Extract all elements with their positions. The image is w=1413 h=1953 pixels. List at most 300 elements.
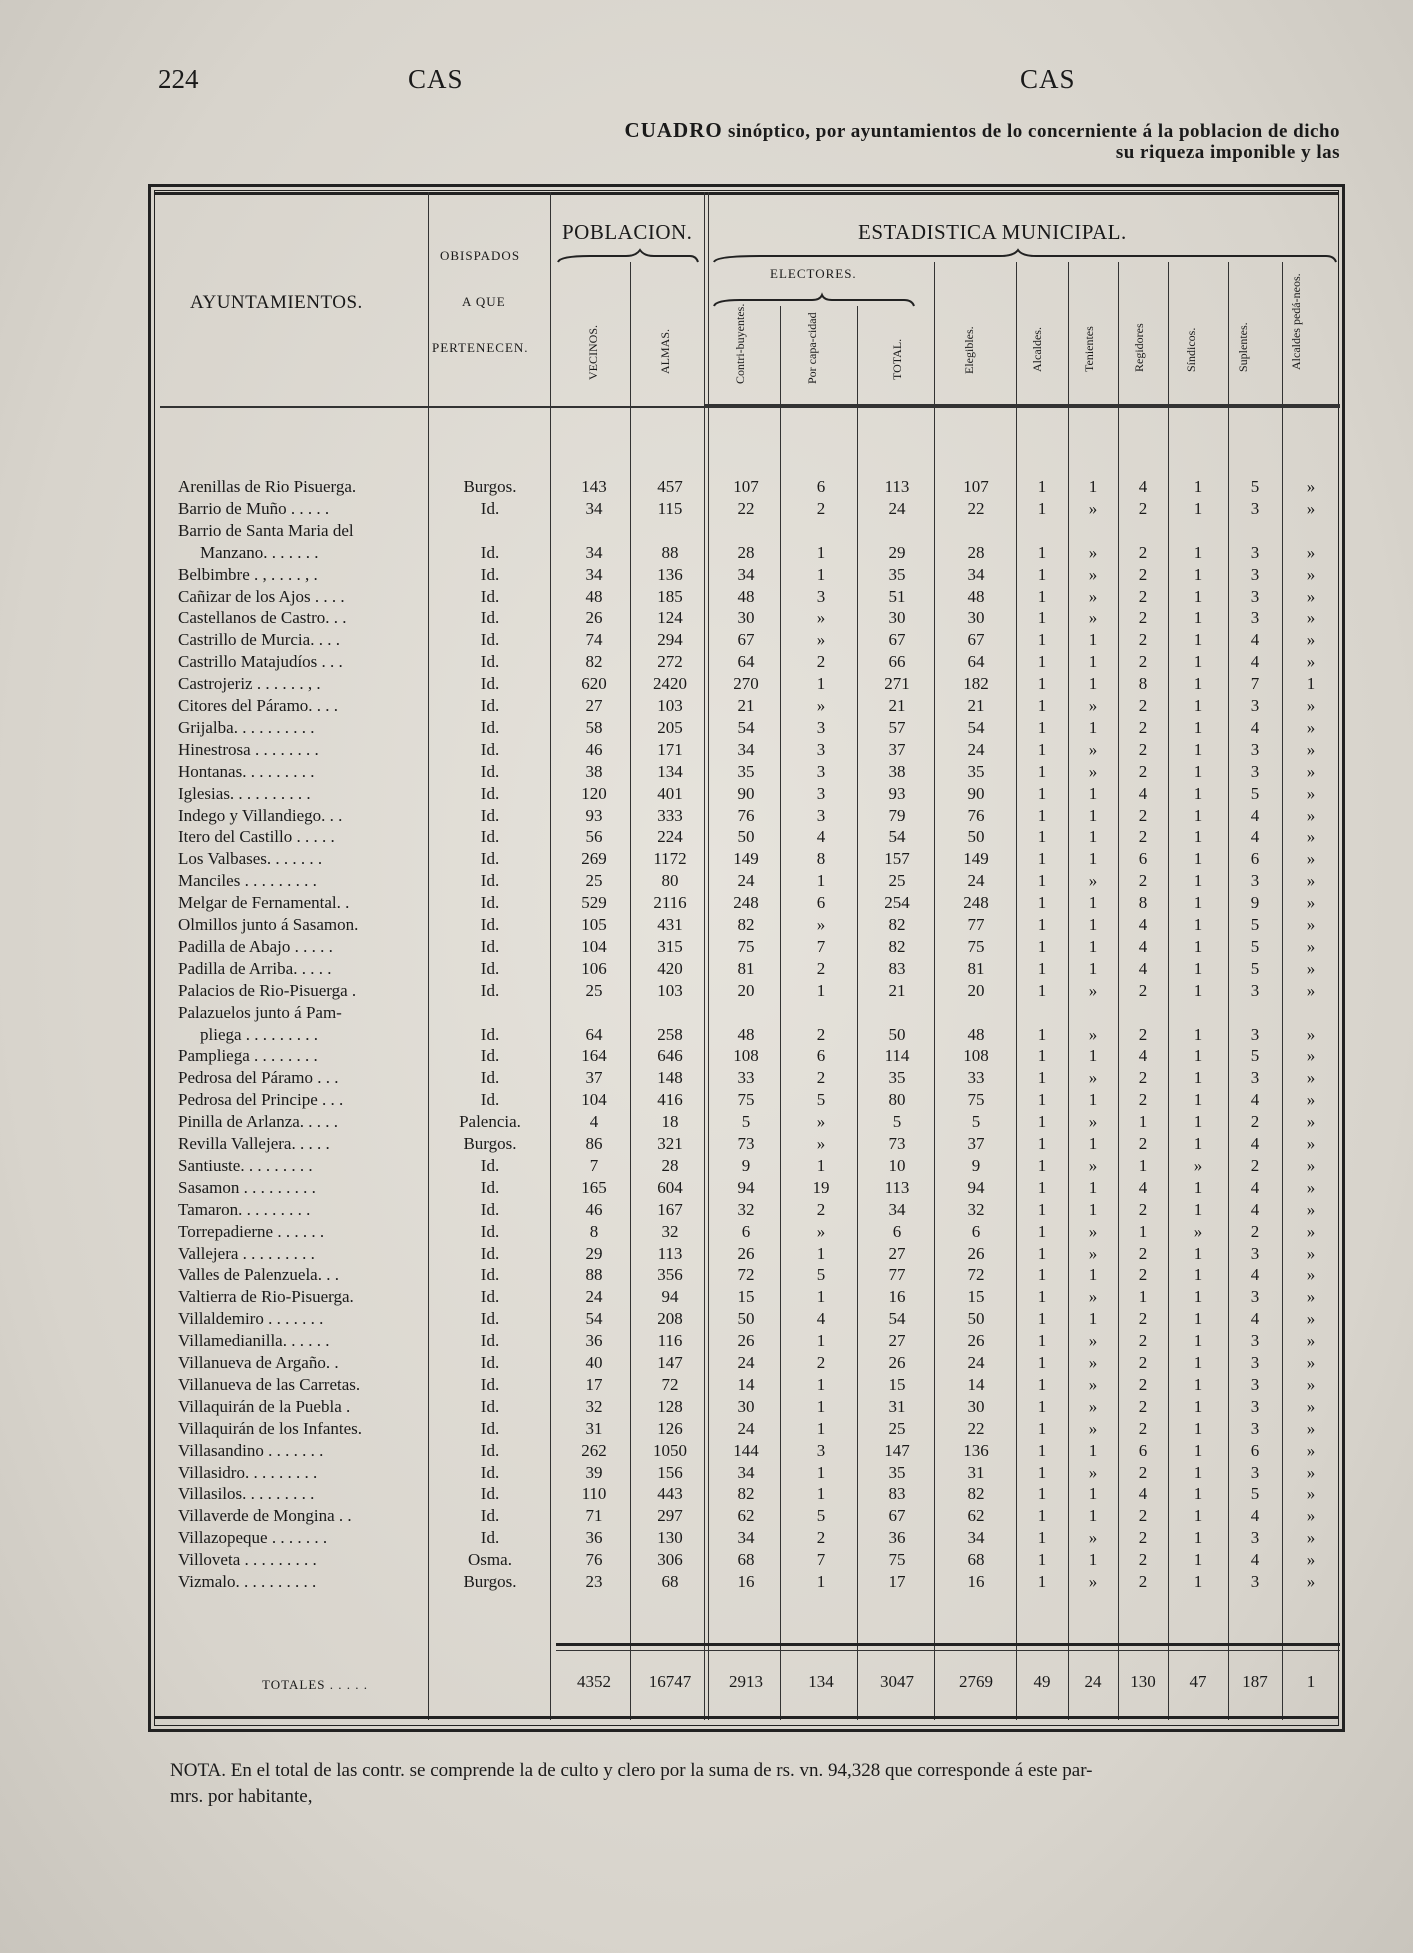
cell-elegibles: 54 [967,717,985,737]
cell-por-capacidad: 6 [816,1046,826,1066]
cell-total: 67 [888,1506,906,1526]
cell-por-capacidad: 3 [816,739,826,759]
cell-suplentes: 3 [1250,586,1260,606]
ayuntamiento-name: Padilla de Arriba. . . . . [178,958,332,978]
totals-top-rule-2 [556,1650,1340,1651]
ayuntamiento-name: Villaverde de Mongina . . [178,1506,352,1526]
cell-alcaldes: 1 [1037,1440,1047,1460]
cell-tenientes: 1 [1088,1440,1098,1460]
cell-sindicos: 1 [1193,980,1203,1000]
cell-alcaldes-pedaneos: » [1306,1506,1316,1526]
cell-elegibles: 77 [967,915,985,934]
cell-contribuyentes: 15 [737,1287,755,1307]
obispado: Id. [480,849,500,869]
cell-vecinos: 36 [585,1528,603,1548]
cell-total: 17 [888,1572,906,1591]
header-almas: ALMAS. [658,328,672,374]
cell-regidores: 2 [1138,1134,1148,1153]
cell-tenientes: » [1088,1572,1098,1591]
cell-elegibles: 136 [963,1440,989,1460]
cell-regidores: 2 [1138,1418,1148,1438]
cell-alcaldes: 1 [1037,1155,1047,1175]
table-row [160,1463,1340,1485]
cell-contribuyentes: 26 [737,1331,755,1351]
cell-alcaldes-pedaneos: » [1306,1440,1316,1460]
cell-alcaldes-pedaneos: » [1306,1024,1316,1044]
cell-vecinos: 27 [585,696,603,715]
cell-por-capacidad: 1 [816,1396,826,1416]
cell-por-capacidad: » [816,630,826,650]
cell-elegibles: 48 [967,586,985,606]
cell-regidores: 2 [1138,1331,1148,1351]
cell-regidores: 2 [1138,717,1148,737]
cell-tenientes: 1 [1088,1090,1098,1110]
cell-alcaldes: 1 [1037,1506,1047,1526]
cell-sindicos: 1 [1193,1396,1203,1416]
cell-vecinos: 40 [585,1353,603,1372]
cell-alcaldes-pedaneos: » [1306,564,1316,584]
cell-alcaldes: 1 [1037,1572,1047,1591]
cell-total: 21 [888,696,906,715]
cell-contribuyentes: 16 [737,1572,755,1591]
cell-contribuyentes: 270 [733,674,759,694]
cell-alcaldes: 1 [1037,871,1047,891]
cell-sindicos: 1 [1193,542,1203,562]
cell-regidores: 2 [1138,564,1148,584]
ayuntamiento-name: Vizmalo. . . . . . . . . . [178,1572,317,1591]
cell-vecinos: 106 [581,958,607,978]
cell-total: 31 [888,1396,906,1416]
cell-almas: 416 [657,1090,683,1110]
cell-almas: 167 [657,1199,683,1219]
cell-total: 27 [888,1331,906,1351]
cell-almas: 94 [661,1287,679,1307]
cell-vecinos: 7 [589,1155,599,1175]
cell-alcaldes: 1 [1037,1265,1047,1285]
cell-elegibles: 31 [967,1462,985,1482]
cell-por-capacidad: 6 [816,893,826,913]
cell-suplentes: 5 [1250,915,1260,934]
obispado: Id. [480,1484,500,1504]
table-row [160,1550,1340,1572]
ayuntamiento-name: Villoveta . . . . . . . . . [178,1550,317,1570]
table-row [160,981,1340,1003]
cell-alcaldes: 1 [1037,915,1047,934]
title-rest: sinóptico, por ayuntamientos de lo concerniente á la poblacion de dicho [722,121,1340,142]
cell-tenientes: » [1088,1396,1098,1416]
cell-almas: 32 [661,1221,679,1241]
table-row [160,784,1340,806]
table-row [160,1200,1340,1222]
cell-alcaldes-pedaneos: » [1306,1177,1316,1197]
ayuntamiento-name: Indego y Villandiego. . . [178,805,343,825]
cell-regidores: 2 [1138,1090,1148,1110]
cell-por-capacidad: 3 [816,761,826,781]
cell-suplentes: 3 [1250,1396,1260,1416]
cell-por-capacidad: 1 [816,980,826,1000]
ayuntamiento-name: Pinilla de Arlanza. . . . . [178,1112,339,1132]
cell-almas: 294 [657,630,683,650]
cell-alcaldes: 1 [1037,1396,1047,1416]
cell-almas: 128 [657,1396,683,1416]
cell-alcaldes-pedaneos: » [1306,1090,1316,1110]
header-regidores: Regidores [1132,323,1146,372]
cell-total: 83 [888,958,906,978]
cell-suplentes: 3 [1250,980,1260,1000]
cell-suplentes: 4 [1250,630,1260,650]
cell-elegibles: 149 [963,849,989,869]
cell-regidores: 2 [1138,1309,1148,1329]
table-row [160,718,1340,740]
cell-tenientes: » [1088,564,1098,584]
obispado: Id. [480,1506,500,1526]
cell-sindicos: 1 [1193,564,1203,584]
ayuntamiento-name: Pampliega . . . . . . . . [178,1046,318,1066]
ayuntamiento-name: Torrepadierne . . . . . . [178,1221,325,1241]
ayuntamiento-name: Los Valbases. . . . . . . [178,849,323,869]
cell-alcaldes-pedaneos: » [1306,1287,1316,1307]
cell-por-capacidad: 2 [816,1068,826,1088]
cell-contribuyentes: 20 [737,980,755,1000]
cell-almas: 306 [657,1550,683,1570]
cell-tenientes: » [1088,1287,1098,1307]
cell-vecinos: 24 [585,1287,603,1307]
cell-por-capacidad: 1 [816,1331,826,1351]
cell-alcaldes-pedaneos: » [1306,1112,1316,1132]
cell-elegibles: 68 [967,1550,985,1570]
obispado: Id. [480,827,500,847]
header-elegibles: Elegibles. [962,326,976,374]
cell-por-capacidad: 1 [816,1462,826,1482]
table-row [160,1528,1340,1550]
cell-vecinos: 82 [585,652,603,672]
cell-por-capacidad: 3 [816,1440,826,1460]
ayuntamiento-name: Villaquirán de los Infantes. [178,1418,363,1438]
cell-alcaldes-pedaneos: » [1306,893,1316,913]
obispado: Palencia. [459,1112,521,1132]
cell-total: 73 [888,1134,906,1153]
table-row [160,608,1340,630]
table-row [160,630,1340,652]
cell-alcaldes: 1 [1037,717,1047,737]
cell-vecinos: 46 [585,1199,603,1219]
cell-almas: 103 [657,980,683,1000]
cell-total: 57 [888,717,906,737]
cell-tenientes: 1 [1088,1177,1098,1197]
cell-alcaldes-pedaneos: » [1306,1418,1316,1438]
ayuntamiento-name: Villasandino . . . . . . . [178,1440,324,1460]
ayuntamiento-name: Iglesias. . . . . . . . . . [178,783,311,803]
header-alcaldes: Alcaldes. [1030,327,1044,372]
ayuntamiento-name: Hinestrosa . . . . . . . . [178,739,319,759]
cell-tenientes: 1 [1088,1550,1098,1570]
cell-total: 25 [888,871,906,891]
cell-tenientes: 1 [1088,477,1098,496]
ayuntamiento-name: Castrillo de Murcia. . . . [178,630,340,650]
cell-alcaldes-pedaneos: » [1306,586,1316,606]
cell-alcaldes: 1 [1037,564,1047,584]
cell-suplentes: 9 [1250,893,1260,913]
table-row [160,871,1340,893]
cell-total: 82 [888,936,906,956]
cell-suplentes: 3 [1250,498,1260,518]
header-suplentes: Suplentes. [1236,322,1250,372]
cell-total: 83 [888,1484,906,1504]
cell-regidores: 4 [1138,477,1148,496]
ayuntamiento-name: Manciles . . . . . . . . . [178,871,317,891]
cell-suplentes: 2 [1250,1112,1260,1132]
cell-tenientes: 1 [1088,893,1098,913]
obispado: Id. [480,958,500,978]
footnote [170,1758,1350,1810]
cell-por-capacidad: 2 [816,498,826,518]
obispado: Id. [480,674,500,694]
cell-almas: 420 [657,958,683,978]
cell-por-capacidad: 6 [816,477,826,496]
obispado: Id. [480,1177,500,1197]
cell-almas: 1050 [653,1440,687,1460]
cell-vecinos: 269 [581,849,607,869]
cell-almas: 315 [657,936,683,956]
cell-elegibles: 50 [967,1309,985,1329]
cell-total: 254 [884,893,910,913]
cell-almas: 431 [657,915,683,934]
total-vecinos: 4352 [577,1672,611,1691]
ayuntamiento-name: Villaldemiro . . . . . . . [178,1309,324,1329]
table-row [160,587,1340,609]
cell-alcaldes: 1 [1037,783,1047,803]
cell-contribuyentes: 22 [737,498,755,518]
cell-vecinos: 46 [585,739,603,759]
cell-tenientes: 1 [1088,1309,1098,1329]
cell-total: 113 [884,477,910,496]
obispado: Id. [480,1331,500,1351]
cell-alcaldes: 1 [1037,936,1047,956]
cell-almas: 443 [657,1484,683,1504]
cell-almas: 457 [657,477,683,496]
cell-almas: 136 [657,564,683,584]
cell-sindicos: 1 [1193,1068,1203,1088]
cell-tenientes: 1 [1088,1046,1098,1066]
table-bottom-rule [154,1716,1339,1719]
cell-vecinos: 529 [581,893,607,913]
cell-regidores: 2 [1138,542,1148,562]
cell-sindicos: 1 [1193,761,1203,781]
cell-suplentes: 5 [1250,783,1260,803]
obispado: Id. [480,1024,500,1044]
cell-elegibles: 82 [967,1484,985,1504]
cell-regidores: 2 [1138,608,1148,628]
ayuntamiento-name: Villasidro. . . . . . . . . [178,1462,318,1482]
cell-por-capacidad: 1 [816,1374,826,1394]
cell-suplentes: 3 [1250,761,1260,781]
ayuntamiento-name: Olmillos junto á Sasamon. [178,915,359,934]
cell-elegibles: 75 [967,1090,985,1110]
ayuntamiento-name: Vallejera . . . . . . . . . [178,1243,315,1263]
obispado: Id. [480,1243,500,1263]
footnote-line2: mrs. por habitante, [170,1786,313,1807]
cell-sindicos: 1 [1193,1309,1203,1329]
cell-almas: 1172 [653,849,687,869]
running-head-left: CAS [408,64,464,94]
obispado: Id. [480,1440,500,1460]
cell-elegibles: 248 [963,893,989,913]
obispado: Osma. [468,1550,512,1570]
cell-total: 66 [888,652,906,672]
cell-alcaldes-pedaneos: » [1306,1550,1316,1570]
cell-tenientes: » [1088,1374,1098,1394]
table-row [160,1244,1340,1266]
cell-sindicos: 1 [1193,893,1203,913]
cell-por-capacidad: 19 [812,1177,830,1197]
cell-alcaldes: 1 [1037,1090,1047,1110]
obispado: Id. [480,1199,500,1219]
cell-elegibles: 50 [967,827,985,847]
cell-regidores: 2 [1138,1024,1148,1044]
table-row [160,674,1340,696]
cell-elegibles: 76 [967,805,985,825]
cell-alcaldes: 1 [1037,1484,1047,1504]
cell-alcaldes: 1 [1037,1177,1047,1197]
cell-total: 6 [892,1221,902,1241]
cell-por-capacidad: » [816,696,826,715]
cell-tenientes: » [1088,980,1098,1000]
table-row [160,1331,1340,1353]
cell-contribuyentes: 108 [733,1046,759,1066]
cell-alcaldes-pedaneos: » [1306,783,1316,803]
cell-alcaldes-pedaneos: » [1306,1331,1316,1351]
table-row [160,1506,1340,1528]
total-elegibles: 2769 [959,1672,993,1691]
cell-alcaldes: 1 [1037,893,1047,913]
cell-sindicos: 1 [1193,608,1203,628]
cell-contribuyentes: 90 [737,783,755,803]
cell-elegibles: 108 [963,1046,989,1066]
table-row [160,477,1340,499]
cell-almas: 80 [661,871,679,891]
table-row [160,565,1340,587]
cell-contribuyentes: 94 [737,1177,755,1197]
cell-vecinos: 37 [585,1068,603,1088]
cell-suplentes: 4 [1250,805,1260,825]
cell-por-capacidad: 1 [816,542,826,562]
cell-regidores: 2 [1138,1462,1148,1482]
cell-total: 16 [888,1287,906,1307]
obispado: Id. [480,1309,500,1329]
cell-alcaldes-pedaneos: » [1306,915,1316,934]
cell-suplentes: 3 [1250,1462,1260,1482]
cell-por-capacidad: 2 [816,1528,826,1548]
obispado: Id. [480,871,500,891]
cell-sindicos: 1 [1193,1572,1203,1591]
obispado: Id. [480,1374,500,1394]
total-sindicos: 47 [1189,1672,1207,1691]
cell-almas: 124 [657,608,683,628]
cell-sindicos: 1 [1193,652,1203,672]
cell-alcaldes: 1 [1037,586,1047,606]
ayuntamiento-name: Padilla de Abajo . . . . . [178,936,333,956]
table-title-line2: su riqueza imponible y las [1115,142,1340,163]
cell-tenientes: 1 [1088,783,1098,803]
cell-alcaldes: 1 [1037,1199,1047,1219]
ayuntamiento-name: Grijalba. . . . . . . . . . [178,717,315,737]
cell-alcaldes: 1 [1037,761,1047,781]
cell-total: 37 [888,739,906,759]
obispado: Id. [480,564,500,584]
cell-por-capacidad: 3 [816,783,826,803]
cell-alcaldes: 1 [1037,1528,1047,1548]
table-row [160,827,1340,849]
header-por-capacidad: Por capa-cidad [805,312,819,384]
cell-contribuyentes: 68 [737,1550,755,1570]
ayuntamiento-name: Santiuste. . . . . . . . . [178,1155,313,1175]
title-lead: CUADRO [624,118,723,142]
cell-alcaldes-pedaneos: » [1306,1528,1316,1548]
cell-suplentes: 4 [1250,1177,1260,1197]
cell-sindicos: 1 [1193,1265,1203,1285]
total-alcaldes: 49 [1033,1672,1051,1691]
cell-regidores: 2 [1138,1572,1148,1591]
cell-tenientes: 1 [1088,827,1098,847]
cell-regidores: 4 [1138,1046,1148,1066]
cell-tenientes: 1 [1088,674,1098,694]
cell-alcaldes-pedaneos: » [1306,717,1316,737]
cell-almas: 646 [657,1046,683,1066]
ayuntamiento-name: Barrio de Muño . . . . . [178,498,330,518]
cell-contribuyentes: 76 [737,805,755,825]
cell-suplentes: 4 [1250,1265,1260,1285]
obispado: Burgos. [463,1572,517,1591]
cell-almas: 126 [657,1418,683,1438]
cell-total: 35 [888,1068,906,1088]
cell-regidores: 4 [1138,1177,1148,1197]
cell-suplentes: 6 [1250,849,1260,869]
table-row [160,915,1340,937]
cell-por-capacidad: » [816,1221,826,1241]
cell-almas: 88 [661,542,679,562]
cell-regidores: 1 [1138,1112,1148,1132]
cell-suplentes: 3 [1250,1374,1260,1394]
cell-suplentes: 3 [1250,871,1260,891]
cell-suplentes: 3 [1250,1024,1260,1044]
cell-contribuyentes: 82 [737,1484,755,1504]
cell-sindicos: 1 [1193,1462,1203,1482]
cell-tenientes: » [1088,1418,1098,1438]
cell-vecinos: 104 [581,936,607,956]
ayuntamiento-name: Villasilos. . . . . . . . . [178,1484,315,1504]
cell-almas: 103 [657,696,683,715]
cell-alcaldes-pedaneos: » [1306,805,1316,825]
cell-almas: 258 [657,1024,683,1044]
cell-tenientes: » [1088,1353,1098,1372]
cell-por-capacidad: 1 [816,1287,826,1307]
obispado: Id. [480,630,500,650]
cell-almas: 356 [657,1265,683,1285]
cell-alcaldes-pedaneos: » [1306,1243,1316,1263]
table-row [160,1441,1340,1463]
header-obispados-1: OBISPADOS [440,248,521,263]
cell-sindicos: 1 [1193,717,1203,737]
cell-alcaldes-pedaneos: » [1306,1572,1316,1591]
total-almas: 16747 [648,1672,692,1691]
table-row [160,762,1340,784]
cell-suplentes: 4 [1250,827,1260,847]
cell-contribuyentes: 34 [737,1528,755,1548]
cell-regidores: 2 [1138,630,1148,650]
header-total: TOTAL. [890,338,904,380]
cell-contribuyentes: 75 [737,1090,755,1110]
cell-regidores: 2 [1138,1243,1148,1263]
